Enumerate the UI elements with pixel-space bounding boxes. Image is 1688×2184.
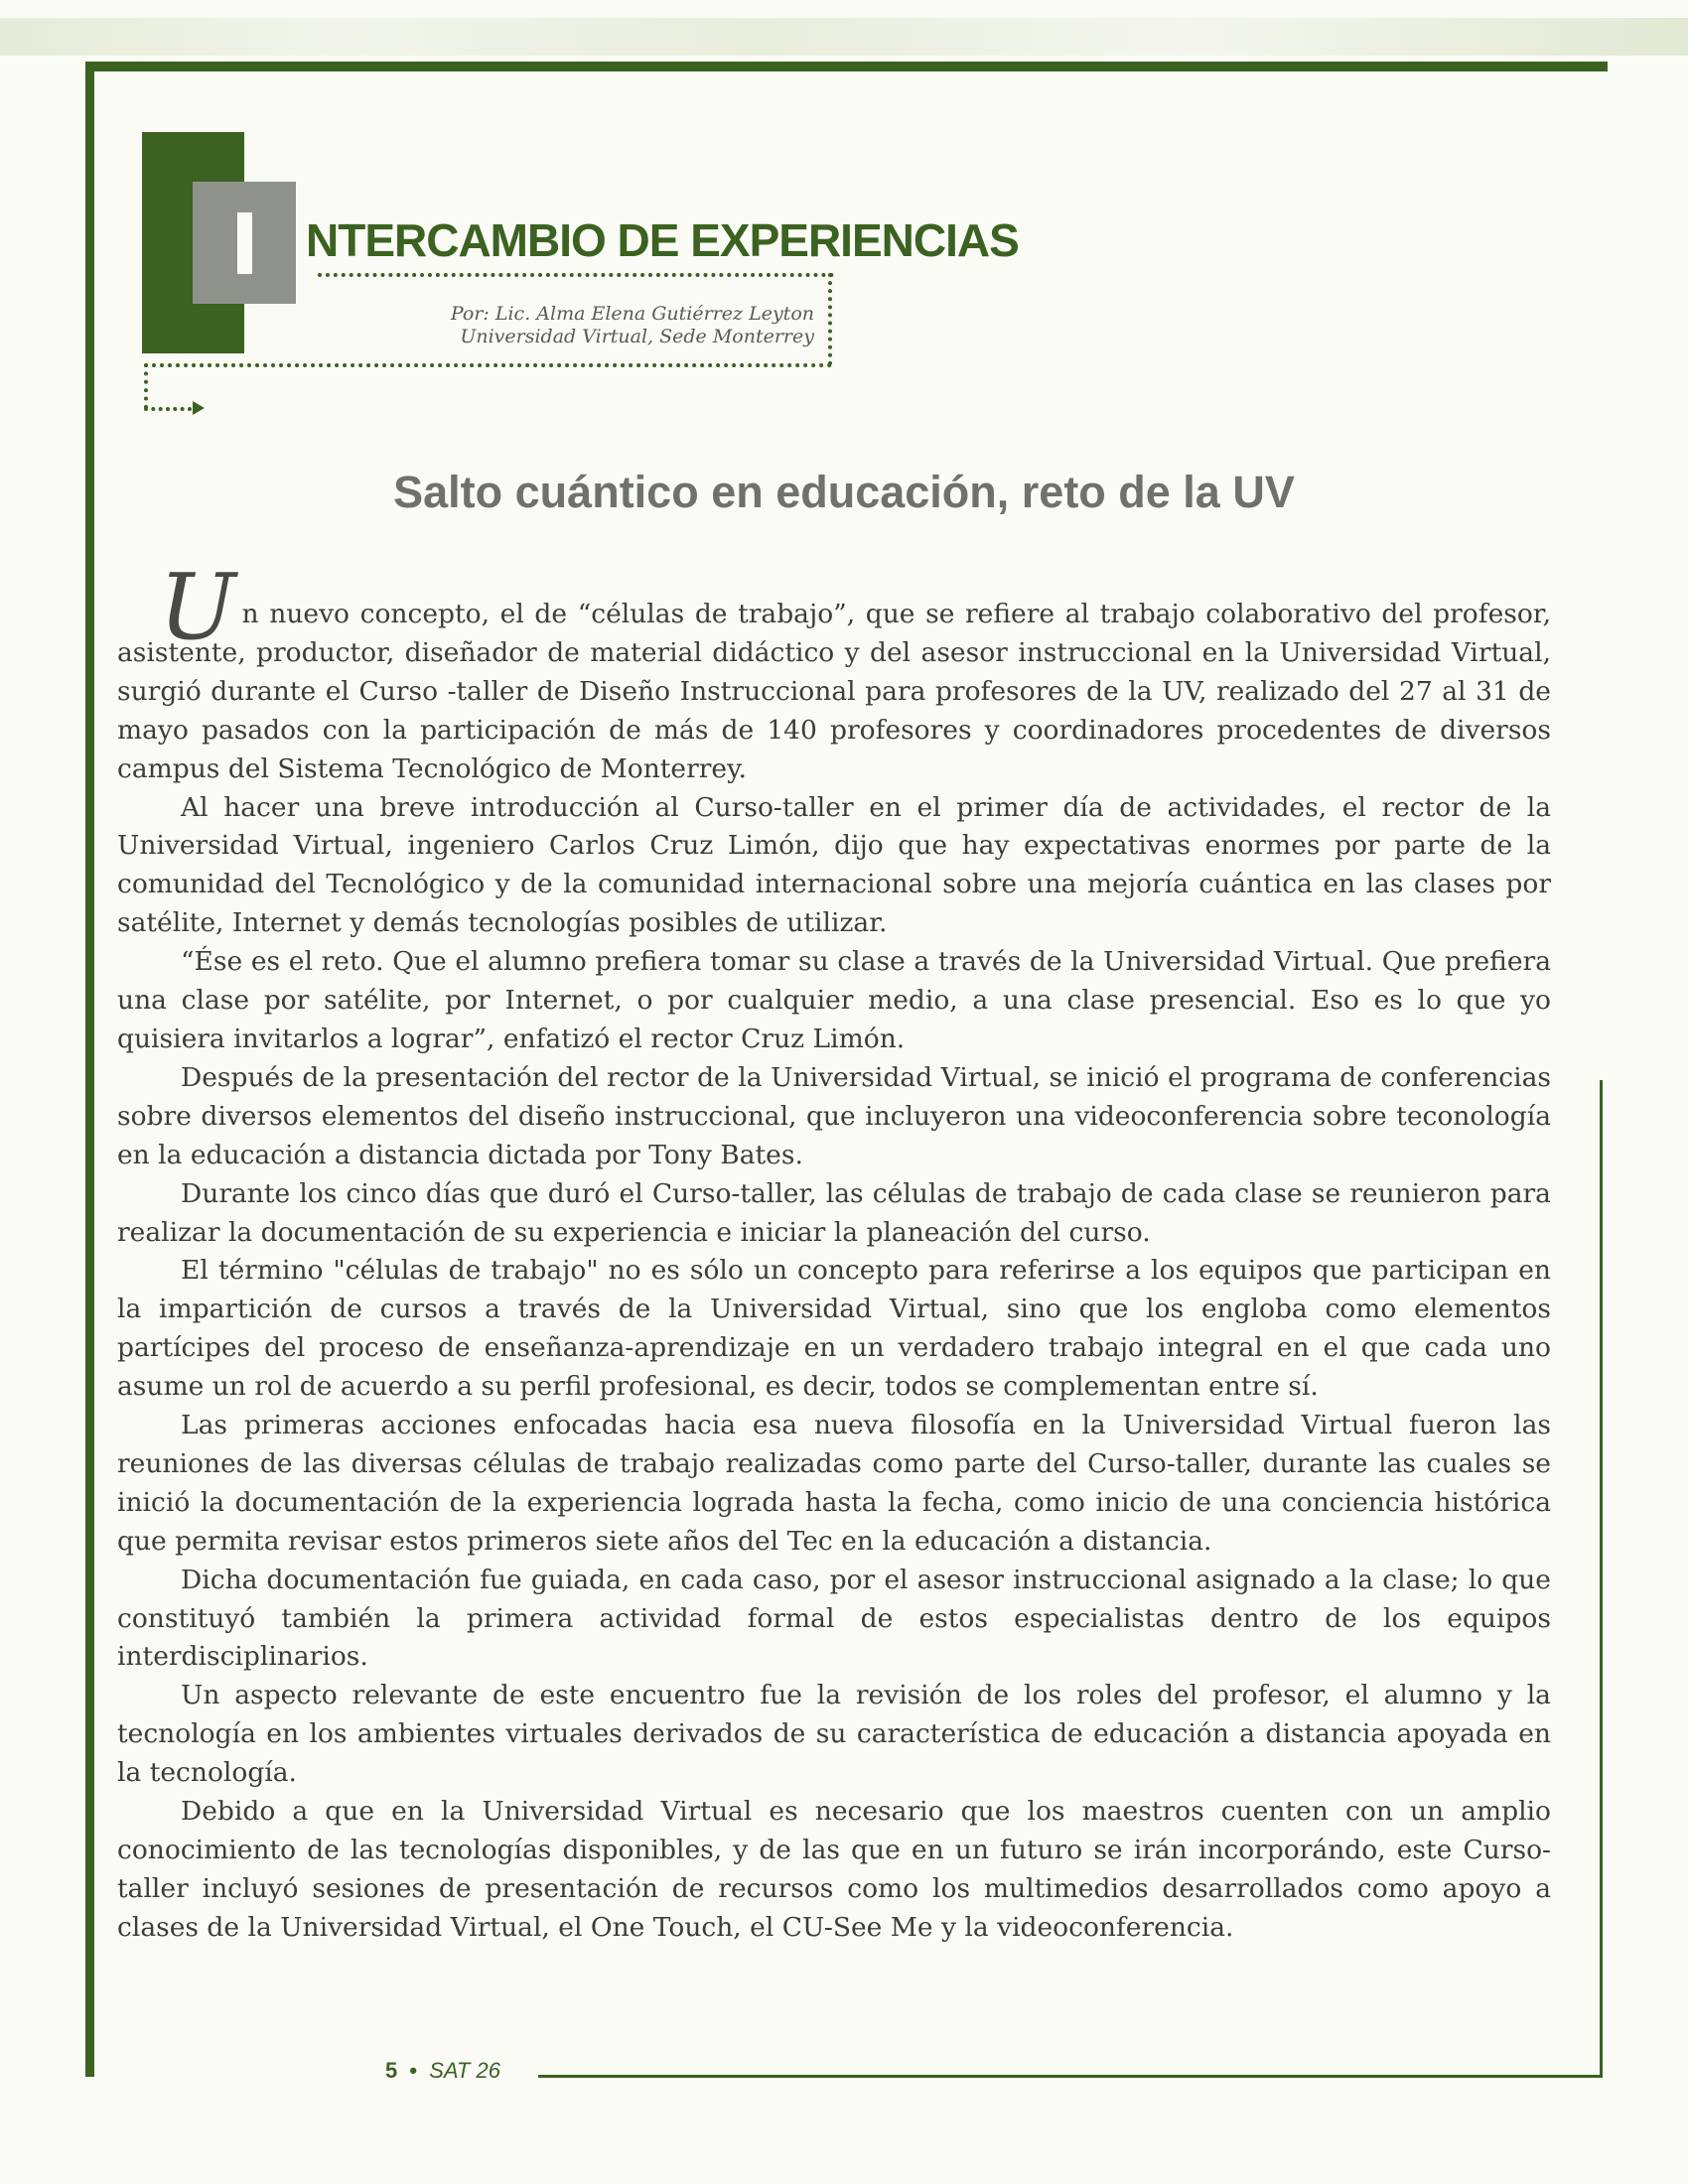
page-frame-left-border [85,62,94,2077]
page-frame-top-border [85,62,1608,71]
article-paragraph: “Ése es el reto. Que el alumno prefiera tomar su clase a través de la Universidad Virtual. Que prefiera una clase por satélite, por Internet, o por cualquier medio, a una clase presencial. Eso es lo que yo quisiera invitarlos a lograr”, enfatizó el rector Cruz Limón. [117,946,1551,1054]
section-logo-gray-block [193,182,296,304]
article-paragraph: Un aspecto relevante de este encuentro fue la revisión de los roles del profesor, el alumno y la tecnología en los ambientes virtuales derivados de su característica de educación a distancia apoyada en la tecnología. [117,1680,1551,1789]
dotted-rule-top [318,273,834,277]
article-paragraph: Dicha documentación fue guiada, en cada caso, por el asesor instruccional asignado a la clase; lo que constituyó también la primera actividad formal de estos especialistas dentro de los equipos interdisciplinarios. [117,1564,1551,1673]
article-paragraph: Un nuevo concepto, el de “células de trabajo”, que se refiere al trabajo colaborativo del profesor, asistente, productor, diseñador de material didáctico y del asesor instruccional en la Universidad Virtual, surgió durante el Curso -taller de Diseño Instruccional para profesores de la UV, realizado del 27 al 31 de mayo pasados con la participación de más de 140 profesores y coordinadores procedentes de diversos campus del Sistema Tecnológico de Monterrey. [117,554,1551,784]
dotted-rule-left [144,363,148,409]
article-paragraph: El término "células de trabajo" no es sólo un concepto para referirse a los equipos que participan en la impartición de cursos a través de la Universidad Virtual, sino que los engloba como elementos partícipes del proceso de enseñanza-aprendizaje en un verdadero trabajo integral en el que cada uno asume un rol de acuerdo a su perfil profesional, es decir, todos se complementan entre sí. [117,1255,1551,1403]
footer-separator: • [409,2058,418,2083]
article-headline: Salto cuántico en educación, reto de la UV [393,467,1295,517]
arrow-right-icon [193,401,205,415]
article-paragraph: Durante los cinco días que duró el Curso-taller, las células de trabajo de cada clase se reunieron para realizar la documentación de su experiencia e iniciar la planeación del curso. [117,1177,1551,1248]
dotted-arrow-line [144,407,192,411]
article-paragraph: Las primeras acciones enfocadas hacia esa nueva filosofía en la Universidad Virtual fueron las reuniones de las diversas células de trabajo realizadas como parte del Curso-taller, durante las cuales se inició la documentación de la experiencia lograda hasta la fecha, como inicio de una conciencia histórica que permita revisar estos primeros siete años del Tec en la educación a distancia. [117,1410,1551,1557]
byline [417,303,814,348]
page-frame-right-border [1600,1080,1603,2077]
magazine-issue: SAT 26 [429,2058,500,2083]
article-paragraph: Al hacer una breve introducción al Curso-taller en el primer día de actividades, el rector de la Universidad Virtual, ingeniero Carlos Cruz Limón, dijo que hay expectativas enormes por parte de la comunidad del Tecnológico y de la comunidad internacional sobre una mejoría cuántica en las clases por satélite, Internet y demás tecnologías posibles de utilizar. [117,791,1551,939]
scan-edge-strip [0,18,1688,56]
section-title: NTERCAMBIO DE EXPERIENCIAS [306,214,1019,266]
page-frame-bottom-rule [538,2075,1603,2078]
drop-cap: U [159,554,236,660]
article-paragraph: Debido a que en la Universidad Virtual es necesario que los maestros cuenten con un amplio conocimiento de las tecnologías disponibles, y de las que en un futuro se irán incorporándo, este Curso-taller incluyó sesiones de presentación de recursos como los multimedios desarrollados como apoyo a clases de la Universidad Virtual, el One Touch, el CU-See Me y la videoconferencia. [117,1796,1551,1943]
dotted-rule-right [828,273,832,365]
dotted-rule-bottom [144,363,832,367]
article-body [117,554,1551,1948]
page-number: 5 [385,2058,398,2083]
byline-author: Por: Lic. Alma Elena Gutiérrez Leyton [450,303,814,325]
section-logo-letter-shape [237,212,252,274]
article-paragraph: Después de la presentación del rector de la Universidad Virtual, se inició el programa de conferencias sobre diversos elementos del diseño instruccional, que incluyeron una videoconferencia sobre teconología en la educación a distancia dictada por Tony Bates. [117,1061,1551,1170]
byline-affiliation: Universidad Virtual, Sede Monterrey [460,326,814,347]
page-footer [385,2058,500,2084]
